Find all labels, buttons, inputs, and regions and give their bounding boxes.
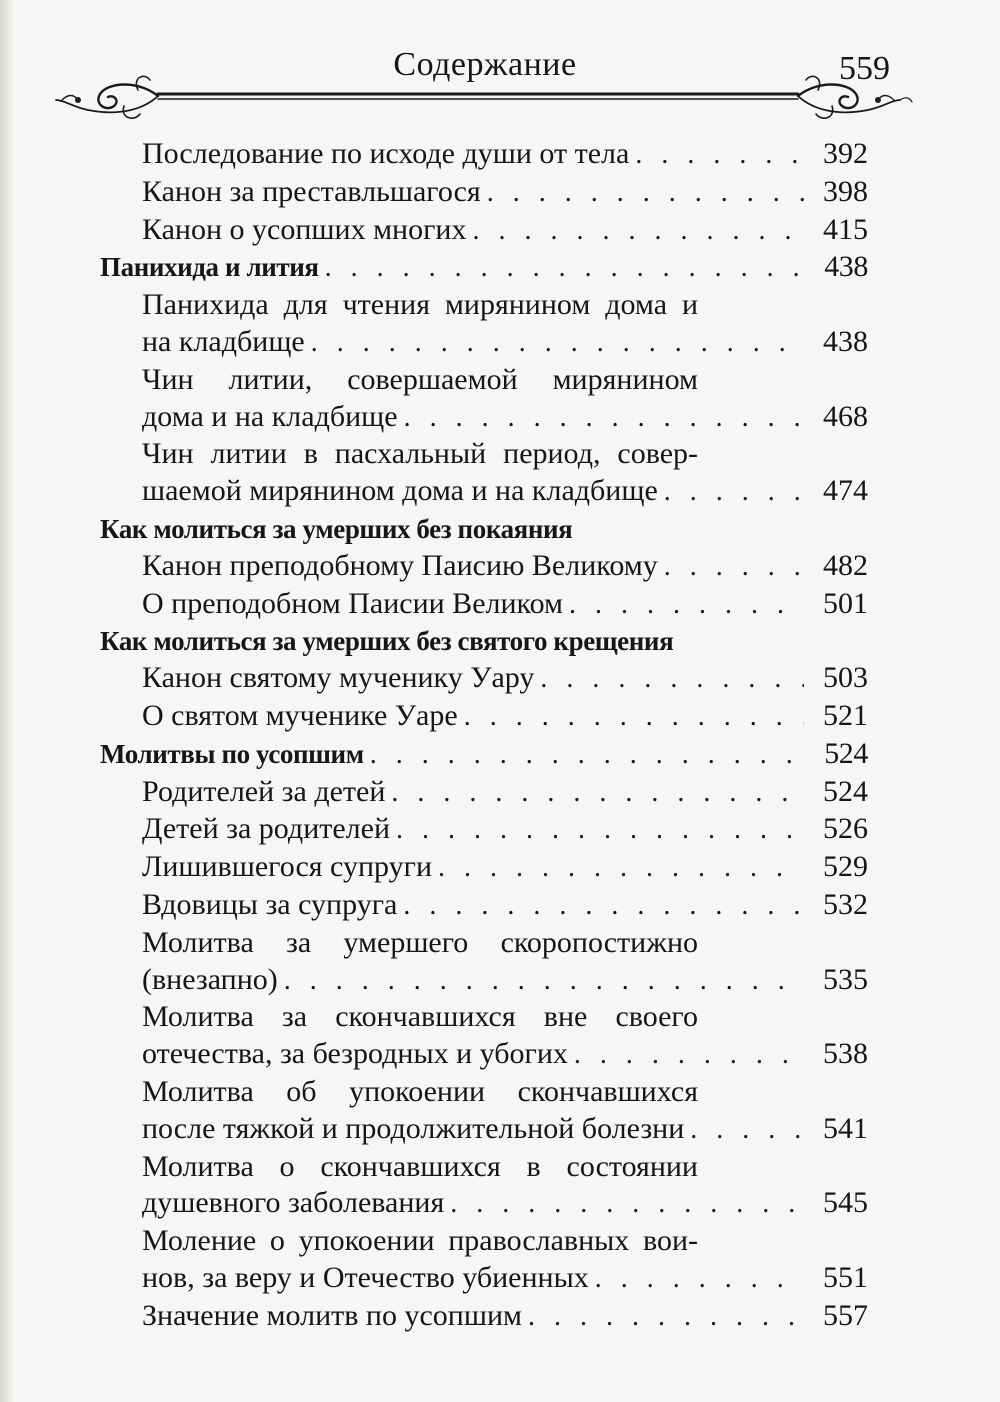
toc-entry-page-number: 526 xyxy=(823,812,868,846)
toc-entry xyxy=(100,1149,868,1224)
toc-entry-title-line: Молитва за умершего скоропостижно xyxy=(142,925,698,959)
toc-entry-title-line: Панихида для чтения мирянином дома и xyxy=(142,288,698,322)
dot-leader xyxy=(664,474,804,511)
toc-entry-title: Канон о усопших многих xyxy=(142,212,467,246)
toc-entry-row xyxy=(142,399,868,437)
toc-entry-row xyxy=(142,1036,868,1074)
dot-leader xyxy=(635,137,804,174)
toc-entry-title-line: после тяжкой и продолжительной болезни xyxy=(142,1111,685,1145)
dot-leader xyxy=(464,699,804,736)
running-header-title: Содержание xyxy=(393,46,577,83)
toc-entry-title: Как молиться за умерших без святого крещения xyxy=(100,626,674,657)
toc-entry-row xyxy=(100,511,868,548)
toc-entry-row xyxy=(142,1111,868,1149)
toc-entry-title: Значение молитв по усопшим xyxy=(142,1298,522,1332)
toc-entry-row xyxy=(142,174,868,212)
toc-entry-title: Родителей за детей xyxy=(142,774,386,808)
toc-entry-title-line: Молитва за скончавшихся вне своего xyxy=(142,1000,698,1034)
toc-entry xyxy=(100,1298,868,1336)
toc-entry-page-number: 482 xyxy=(823,548,868,582)
toc-entry-row xyxy=(142,887,868,925)
toc-entry xyxy=(100,999,868,1074)
toc-entry xyxy=(100,698,868,736)
toc-entry-title-line: душевного заболевания xyxy=(142,1186,445,1220)
toc-entry xyxy=(100,1223,868,1298)
toc-entry-title-line: (внезапно) xyxy=(142,962,278,996)
toc-entry-row xyxy=(142,849,868,887)
toc-entry xyxy=(100,174,868,212)
table-of-contents xyxy=(100,136,868,1336)
toc-entry xyxy=(100,660,868,698)
toc-entry-page-number: 557 xyxy=(823,1298,868,1332)
toc-entry xyxy=(100,774,868,812)
page-number: 559 xyxy=(839,50,890,87)
dot-leader xyxy=(569,587,804,624)
toc-entry xyxy=(100,811,868,849)
dot-leader xyxy=(487,175,804,212)
running-header xyxy=(0,0,1000,140)
toc-entry-title: Вдовицы за супруга xyxy=(142,887,398,921)
toc-entry-row xyxy=(142,962,868,1000)
toc-entry-title: Панихида и лития xyxy=(100,252,319,283)
toc-entry xyxy=(100,212,868,250)
toc-section-entry xyxy=(100,623,868,660)
toc-entry-page-number: 501 xyxy=(823,586,868,620)
dot-leader xyxy=(450,1186,804,1223)
toc-entry-row xyxy=(142,136,868,174)
toc-entry-page-number: 541 xyxy=(823,1111,868,1145)
toc-entry-row xyxy=(142,698,868,736)
toc-entry-title: Как молиться за умерших без покаяния xyxy=(100,513,573,544)
page-edge-shadow xyxy=(0,0,14,1402)
toc-entry-title: Лишившегося супруги xyxy=(142,850,432,884)
toc-entry-title-line: отечества, за безродных и убогих xyxy=(142,1037,568,1071)
dot-leader xyxy=(391,775,804,812)
toc-entry-page-number: 545 xyxy=(823,1186,868,1220)
toc-section-entry xyxy=(100,511,868,548)
toc-entry-title-line: Моление о упокоении православных вои- xyxy=(142,1224,698,1258)
toc-entry-page-number: 529 xyxy=(823,850,868,884)
toc-entry-page-number: 438 xyxy=(824,250,868,284)
toc-section-entry xyxy=(100,736,868,774)
toc-entry-title-line: на кладбище xyxy=(142,324,305,358)
dot-leader xyxy=(396,812,804,849)
toc-entry-row xyxy=(142,1260,868,1298)
toc-entry-page-number: 392 xyxy=(823,137,868,170)
dot-leader xyxy=(403,888,804,925)
toc-entry-page-number: 538 xyxy=(823,1037,868,1071)
dot-leader xyxy=(528,1299,804,1336)
toc-entry xyxy=(100,436,868,511)
toc-entry-title-line: шаемой мирянином дома и на кладбище xyxy=(142,474,658,508)
toc-entry-row xyxy=(142,324,868,362)
toc-entry-page-number: 524 xyxy=(823,774,868,808)
toc-entry xyxy=(100,887,868,925)
toc-entry-row xyxy=(142,774,868,812)
toc-entry-page-number: 551 xyxy=(823,1260,868,1294)
toc-entry-row xyxy=(142,586,868,624)
toc-entry-row xyxy=(100,736,868,774)
toc-entry-row xyxy=(142,212,868,250)
toc-entry-title: Детей за родителей xyxy=(142,812,391,846)
toc-entry-title-line: нов, за веру и Отечество убиенных xyxy=(142,1260,589,1294)
toc-entry-title-line: Чин литии, совершаемой мирянином xyxy=(142,362,698,396)
toc-entry-title-line: Чин литии в пасхальный период, совер- xyxy=(142,437,698,471)
dot-leader xyxy=(370,737,804,774)
dot-leader xyxy=(325,250,804,287)
toc-entry-title-line: Молитва о скончавшихся в состоянии xyxy=(142,1149,698,1183)
toc-entry-title: Канон святому мученику Уару xyxy=(142,661,535,695)
dot-leader xyxy=(404,400,804,437)
toc-entry-title: Последование по исходе души от тела xyxy=(142,137,630,170)
dot-leader xyxy=(540,661,804,698)
toc-entry-row xyxy=(142,548,868,586)
toc-entry-title: О святом мученике Уаре xyxy=(142,698,458,732)
toc-section-entry xyxy=(100,249,868,287)
dot-leader xyxy=(311,325,804,362)
toc-entry-title: Канон преподобному Паисию Великому xyxy=(142,548,658,582)
toc-entry-title-line: дома и на кладбище xyxy=(142,399,398,433)
toc-entry-page-number: 524 xyxy=(824,736,868,770)
toc-entry-page-number: 503 xyxy=(823,661,868,695)
toc-entry xyxy=(100,136,868,174)
toc-entry-row xyxy=(142,1185,868,1223)
toc-entry-page-number: 398 xyxy=(823,174,868,208)
toc-entry xyxy=(100,362,868,437)
dot-leader xyxy=(664,549,804,586)
toc-entry-row xyxy=(142,811,868,849)
toc-entry-title: О преподобном Паисии Великом xyxy=(142,586,563,620)
ornamental-rule-icon xyxy=(48,70,948,130)
toc-entry-row xyxy=(142,473,868,511)
toc-entry xyxy=(100,548,868,586)
dot-leader xyxy=(574,1037,804,1074)
toc-entry-row xyxy=(142,660,868,698)
toc-entry-page-number: 468 xyxy=(823,399,868,433)
dot-leader xyxy=(690,1112,804,1149)
toc-entry-row xyxy=(100,623,868,660)
toc-entry xyxy=(100,1074,868,1149)
toc-entry xyxy=(100,586,868,624)
toc-entry-row xyxy=(142,1298,868,1336)
toc-entry-page-number: 474 xyxy=(823,474,868,508)
toc-entry-title: Молитвы по усопшим xyxy=(100,738,364,769)
toc-entry-page-number: 438 xyxy=(823,324,868,358)
toc-entry-row xyxy=(100,249,868,287)
toc-entry-page-number: 521 xyxy=(823,698,868,732)
toc-entry-page-number: 415 xyxy=(823,212,868,246)
dot-leader xyxy=(472,213,804,250)
toc-entry-page-number: 535 xyxy=(823,962,868,996)
toc-entry-title: Канон за преставльшагося xyxy=(142,174,481,208)
toc-entry-title-line: Молитва об упокоении скончавшихся xyxy=(142,1074,698,1108)
dot-leader xyxy=(284,963,804,1000)
toc-entry xyxy=(100,287,868,362)
dot-leader xyxy=(595,1261,804,1298)
toc-entry xyxy=(100,849,868,887)
toc-entry xyxy=(100,925,868,1000)
dot-leader xyxy=(438,850,804,887)
toc-entry-page-number: 532 xyxy=(823,887,868,921)
